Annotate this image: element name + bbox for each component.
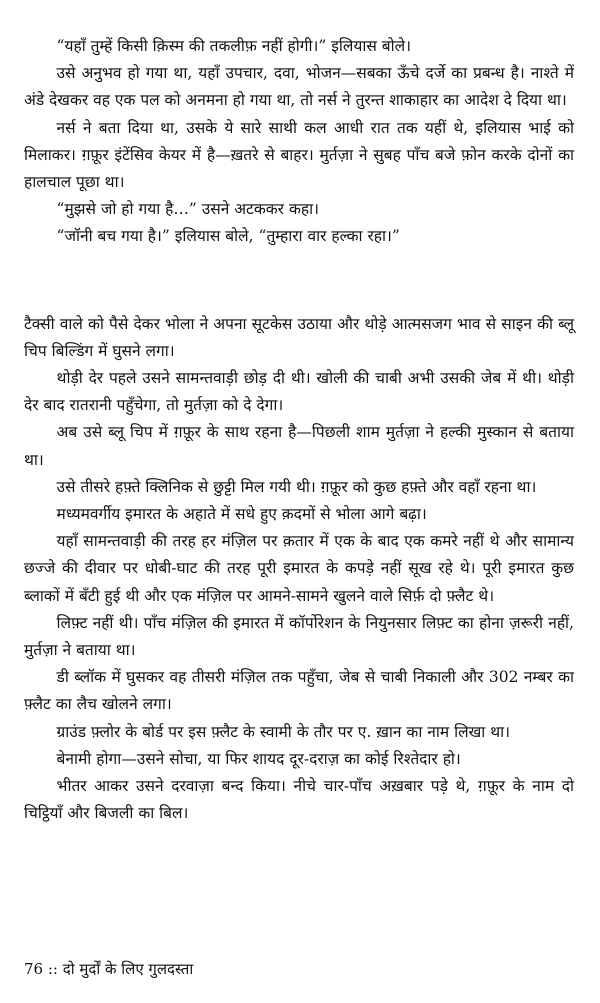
paragraph: उसे तीसरे हफ़्ते क्लिनिक से छुट्टी मिल गयी थी। ग़फ़ूर को कुछ हफ़्ते और वहाँ रहना था। [56, 477, 537, 496]
paragraph: लिफ़्ट नहीं थी। पाँच मंज़िल की इमारत में कॉर्पोरेशन के नियुनसार लिफ़्ट का होना ज़रूरी नहीं, मुर्तज़ा ने बताया था। [24, 613, 574, 660]
paragraph: नर्स ने बता दिया था, उसके ये सारे साथी कल आधी रात तक यहीं थे, इलियास भाई को मिलाकर। ग़फ़ूर इंटेंसिव केयर में है—ख़तरे से बाहर। मुर्तज़ा ने सुबह पाँच बजे फ़ोन करके दोनों का हालचाल पूछा था। [24, 118, 574, 192]
paragraph: “जॉनी बच गया है।” इलियास बोले, “तुम्हारा वार हल्का रहा।” [56, 227, 400, 246]
paragraph: उसे अनुभव हो गया था, यहाँ उपचार, दवा, भोजन—सबका ऊँचे दर्जे का प्रबन्ध है। नाश्ते में अंडे देखकर वह एक पल को अनमना हो गया था, तो नर्स ने तुरन्त शाकाहार का आदेश दे दिया था। [24, 64, 574, 110]
paragraph: “यहाँ तुम्हें किसी क़िस्म की तकलीफ़ नहीं होगी।” इलियास बोले। [56, 37, 412, 55]
paragraph: थोड़ी देर पहले उसने सामन्तवाड़ी छोड़ दी थी। खोली की चाबी अभी उसकी जेब में थी। थोड़ी देर बाद रातरानी पहुँचेगा, तो मुर्तज़ा को दे देगा। [24, 369, 574, 415]
paragraph: डी ब्लॉक में घुसकर वह तीसरी मंज़िल तक पहुँचा, जेब से चाबी निकाली और 302 नम्बर का फ़्लैट का लैच खोलने लगा। [24, 668, 574, 714]
paragraph: अब उसे ब्लू चिप में ग़फ़ूर के साथ रहना है—पिछली शाम मुर्तज़ा ने हल्की मुस्कान से बताया था। [24, 423, 574, 469]
section-opening-paragraph: टैक्सी वाले को पैसे देकर भोला ने अपना सूटकेस उठाया और थोड़े आत्मसजग भाव से साइन की ब्लू चिप बिल्डिंग में घुसने लगा। [24, 314, 574, 360]
section-two [24, 311, 574, 828]
section-one [24, 33, 574, 251]
book-title: दो मुर्दों के लिए गुलदस्ता [62, 960, 194, 978]
section-break [24, 251, 574, 311]
paragraph: बेनामी होगा—उसने सोचा, या फिर शायद दूर-दराज़ का कोई रिश्तेदार हो। [56, 749, 461, 768]
page-footer [24, 958, 193, 980]
paragraph: मध्यमवर्गीय इमारत के अहाते में सधे हुए क़दमों से भोला आगे बढ़ा। [56, 505, 427, 524]
paragraph: यहाँ सामन्तवाड़ी की तरह हर मंज़िल पर क़तार में एक के बाद एक कमरे नहीं थे और सामान्य छज्जे की दीवार पर धोबी-घाट की तरह पूरी इमारत के कपड़े नहीं सूख रहे थे। पूरी इमारत कुछ ब्लाकों में बँटी हुई थी और एक मंज़िल पर आमने-सामने खुलने वाले सिर्फ़ दो फ़्लैट थे। [24, 532, 574, 605]
footer-separator: :: [47, 960, 58, 978]
paragraph: ग्राउंड फ़्लोर के बोर्ड पर इस फ़्लैट के स्वामी के तौर पर ए. ख़ान का नाम लिखा था। [56, 722, 511, 741]
paragraph: “मुझसे जो हो गया है…” उसने अटककर कहा। [56, 200, 319, 219]
paragraph: भीतर आकर उसने दरवाज़ा बन्द किया। नीचे चार-पाँच अख़बार पड़े थे, ग़फ़ूर के नाम दो चिट्ठियाँ और बिजली का बिल। [24, 777, 574, 823]
page-number: 76 [24, 960, 44, 978]
